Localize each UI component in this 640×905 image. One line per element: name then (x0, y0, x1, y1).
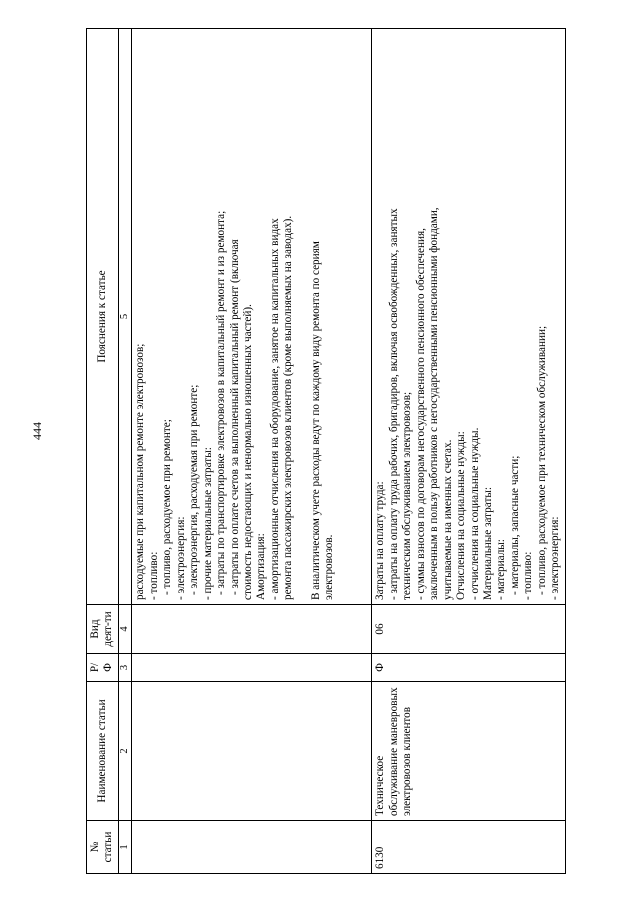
column-number: 2 (118, 682, 132, 821)
explanation-spacer (296, 33, 310, 600)
table-row (372, 29, 565, 874)
explanation-line: стоимость недостающих и ненормально изношенных частей). (241, 304, 254, 600)
explanation-line: В аналитическом учете расходы ведут по каждому виду ремонта по сериям (309, 241, 322, 600)
explanation-line: - затраты по транспортировке электровозов в капитальный ремонт и из ремонта; (215, 210, 228, 595)
header-number-sign: № (89, 841, 101, 853)
articles-table (86, 28, 566, 874)
explanation-line: Материальные затраты: (481, 487, 494, 600)
explanation-line: - прочие материальные затраты: (201, 447, 214, 600)
column-number: 4 (118, 605, 132, 654)
explanation-line: электровозов. (323, 534, 336, 600)
row-explanation (132, 29, 372, 605)
header-activity-type (87, 605, 119, 654)
explanation-line: - амортизационные отчисления на оборудование, занятое на капитальных видах (268, 218, 281, 600)
row-explanation (372, 29, 565, 605)
row-article-name (132, 682, 372, 821)
table-row (132, 29, 372, 874)
explanation-line: учитываемые на именных счетах. (441, 439, 454, 600)
explanation-line: - отчисления на социальные нужды. (468, 427, 481, 600)
explanation-line: расходуемые при капитальном ремонте электровозов; (134, 343, 147, 600)
row-rf: Ф (372, 654, 565, 682)
explanation-line: Амортизация: (255, 533, 268, 600)
table-header-row (87, 29, 119, 874)
header-activity-a: Вид (89, 619, 101, 639)
explanation-line: - топливо: (522, 551, 535, 600)
explanation-line: - электроэнергия: (174, 516, 187, 600)
column-number: 1 (118, 821, 132, 874)
explanation-line: - топливо: (147, 551, 160, 600)
explanation-line: Затраты на оплату труда: (374, 481, 387, 600)
rotated-table-container (86, 74, 586, 874)
explanation-line: ремонта пассажирских электровозов клиентов (кроме выполняемых на заводах). (282, 215, 295, 600)
row-activity: 06 (372, 605, 565, 654)
header-activity-b: деят-ти (102, 611, 115, 647)
explanation-line: - электроэнергия, расходуемая при ремонте; (188, 384, 201, 595)
row-article-number (132, 821, 372, 874)
explanation-line: заключенным в пользу работников с негосударственными пенсионными фондами, (428, 207, 441, 600)
header-rf (87, 654, 119, 682)
row-rf (132, 654, 372, 682)
row-activity (132, 605, 372, 654)
explanation-line: Отчисления на социальные нужды: (455, 431, 468, 600)
header-article-name: Наименование статьи (87, 682, 119, 821)
explanation-line: - материалы, запасные части; (508, 455, 521, 595)
row-article-number: 6130 (372, 821, 565, 874)
page-number: 444 (30, 422, 44, 440)
explanation-line: техническим обслуживанием электровозов; (401, 391, 414, 600)
column-number: 3 (118, 654, 132, 682)
header-rf-a: Р/ (89, 662, 101, 673)
explanation-line: - затраты на оплату труда рабочих, бригадиров, включая освобожденных, занятых (387, 208, 400, 600)
column-number-row (118, 29, 132, 874)
column-number: 5 (118, 29, 132, 605)
explanation-line: - электроэнергия: (549, 516, 562, 600)
explanation-line: - суммы взносов по договорам негосударственного пенсионного обеспечения, (414, 228, 427, 600)
header-number-label: статьи (102, 831, 115, 863)
header-article-number (87, 821, 119, 874)
explanation-line: - топливо, расходуемое при ремонте; (161, 419, 174, 595)
header-rf-b: Ф (102, 663, 115, 672)
row-article-name: Техническое обслуживание маневровых электровозов клиентов (372, 682, 565, 821)
explanation-line: - затраты по оплате счетов за выполненный капитальный ремонт (включая (228, 239, 241, 595)
explanation-line: - топливо, расходуемое при техническом обслуживании; (535, 325, 548, 595)
header-explanation: Пояснения к статье (87, 29, 119, 605)
explanation-line: - материалы: (495, 539, 508, 600)
